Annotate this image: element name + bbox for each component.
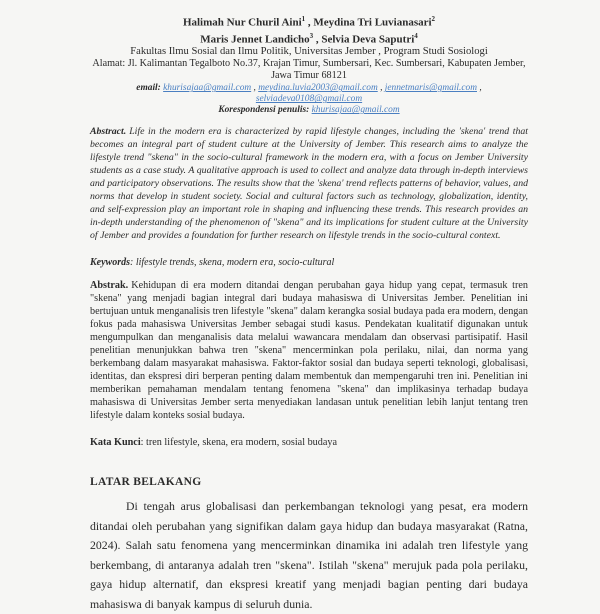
abstract-en-paragraph [90, 126, 528, 242]
abstract-en-text: Life in the modern era is characterized by rapid lifestyle changes, including the 'skena' trend that becomes an integral part of student culture at the University of Jember. This research aims to analyze the lifestyle trend "skena" in the socio-cultural framework in the modern era, with a focus on Jember University students as a case study. A qualitative approach is used to collect and analyze data through in-depth interviews and participatory observations. The results show that the 'skena' trend reflects patterns of behavior, values, and norms that develop in student society. Social and cultural factors such as technology, globalization, identity, and self-expression play an important role in shaping and influencing these trends. This research provides an in-depth understanding of the phenomenon of "skena" and its implications for student culture at the University of Jember and provides a foundation for further research on lifestyle trends in the socio-cultural context. [90, 126, 528, 241]
keywords-text: : lifestyle trends, skena, modern era, socio-cultural [130, 257, 335, 269]
author-name: Selvia Deva Saputri [321, 33, 415, 46]
email-link[interactable]: meydina.luvia2003@gmail.com [258, 83, 378, 94]
email-separator: , [477, 83, 482, 94]
author-separator: , [313, 33, 322, 46]
author-name: Halimah Nur Churil Aini [182, 16, 302, 29]
abstract-id-paragraph [90, 279, 528, 422]
author-line-1 [90, 13, 528, 30]
correspondence-line [90, 105, 528, 116]
keywords-label: Keywords [90, 257, 130, 269]
kata-kunci-line [90, 436, 528, 449]
author-superscript: 3 [309, 31, 314, 40]
email-link[interactable]: jennetmaris@gmail.com [384, 83, 477, 94]
author-superscript: 1 [301, 15, 306, 23]
author-superscript: 2 [431, 15, 436, 23]
email-separator: , [377, 83, 385, 94]
author-separator: , [305, 16, 314, 29]
paper-header [90, 13, 528, 116]
author-line-2 [90, 30, 528, 47]
email-label: email: [136, 83, 161, 94]
email-separator: , [251, 83, 259, 94]
author-name: Meydina Tri Luvianasari [313, 16, 432, 29]
abstract-id-text: Kehidupan di era modern ditandai dengan perubahan gaya hidup yang cepat, termasuk tren "skena" yang menjadi bagian integral dari budaya mahasiswa di Universitas Jember. Penelitian ini bertujuan untuk menganalisis tren lifestyle "skena" dalam kerangka sosial budaya pada era modern, dengan fokus pada mahasiswa Universitas Jember sebagai studi kasus. Pendekatan kualitatif digunakan untuk mengumpulkan dan menganalisis data melalui wawancara mendalam dan observasi partisipatif. Hasil penelitian menunjukkan bahwa tren "skena" mencerminkan pola perilaku, nilai, dan norma yang berkembang dalam masyarakat mahasiswa. Faktor-faktor sosial dan budaya seperti teknologi, globalisasi, identitas, dan ekspresi diri berperan penting dalam membentuk dan mempengaruhi tren ini. Penelitian ini memberikan pemahaman mendalam tentang fenomena "skena" dan implikasinya terhadap budaya mahasiswa di Universitas Jember serta menyediakan landasan untuk penelitian lebih lanjut tentang tren lifestyle dalam konteks sosial budaya. [90, 280, 528, 422]
kata-kunci-label: Kata Kunci [90, 437, 141, 449]
correspondence-email-link[interactable]: khurisajaa@gmail.com [311, 105, 400, 116]
body-paragraph: Di tengah arus globalisasi dan perkembangan teknologi yang pesat, era modern ditandai oleh perubahan yang signifikan dalam gaya hidup dan budaya masyarakat (Ratna, 2024). Salah satu fenomena yang mencerminkan dinamika ini adalah tren lifestyle yang berkembang, di antaranya adalah tren "skena". Istilah "skena" merujuk pada pola perilaku, gaya hidup alternatif, dan ekspresi kreatif yang menjadi bagian penting dari budaya mahasiswa di banyak kampus di seluruh dunia. [90, 499, 528, 611]
author-superscript: 4 [414, 31, 418, 40]
email-link[interactable]: khurisajaa@gmail.com [163, 83, 252, 94]
correspondence-label: Korespondensi penulis: [218, 105, 310, 116]
address-line: Alamat: Jl. Kalimantan Tegalboto No.37, Krajan Timur, Sumbersari, Kec. Sumbersari, Kabupaten Jember, Jawa Timur 68121 [92, 58, 526, 82]
email-link[interactable]: selviadeva0108@gmail.com [255, 94, 363, 105]
abstract-id-label: Abstrak. [90, 280, 129, 292]
kata-kunci-text: : tren lifestyle, skena, era modern, sosial budaya [140, 437, 338, 449]
email-line [90, 83, 528, 105]
author-name: Maris Jennet Landicho [200, 33, 310, 46]
keywords-line [90, 256, 528, 269]
affiliation-line: Fakultas Ilmu Sosial dan Ilmu Politik, Universitas Jember , Program Studi Sosiologi [130, 46, 488, 58]
section-heading-latar-belakang: LATAR BELAKANG [90, 476, 202, 489]
abstract-en-label: Abstract. [90, 126, 127, 138]
